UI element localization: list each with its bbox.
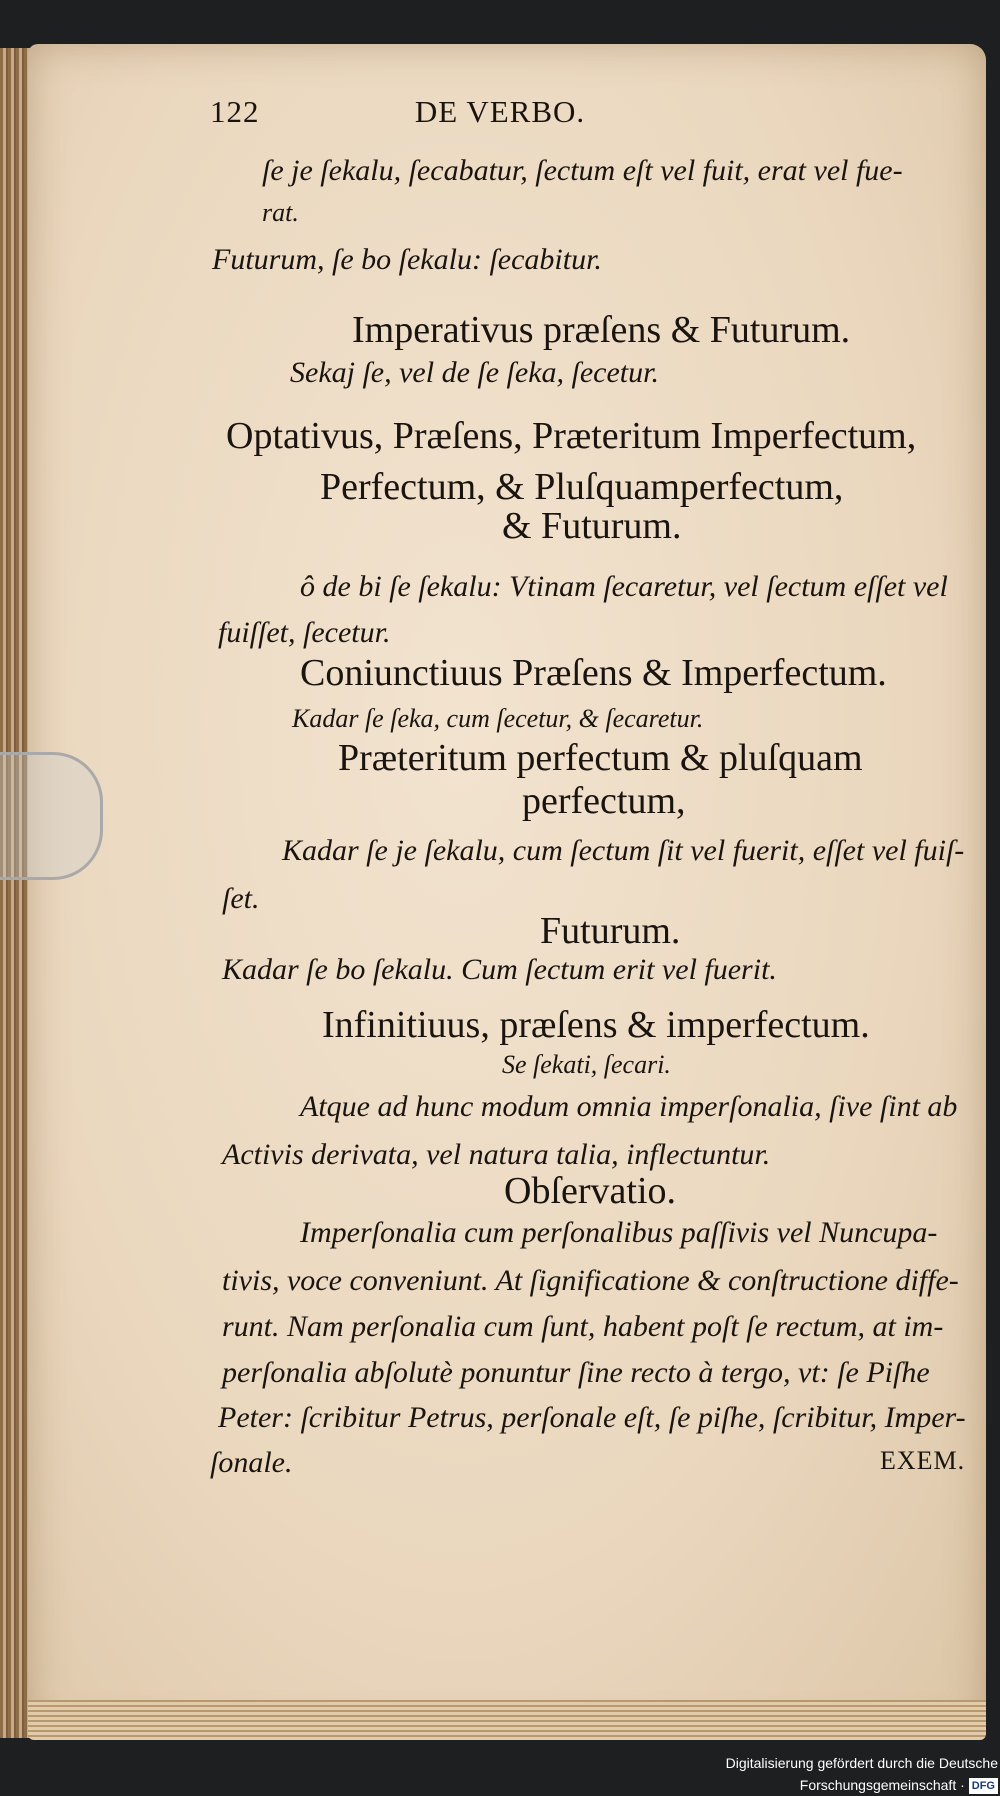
heading-futurum: Futurum. — [540, 910, 681, 952]
text-line-5: Sekaj ſe, vel de ſe ſeka, ſecetur. — [290, 356, 659, 389]
catchword: EXEM. — [880, 1446, 966, 1475]
text-line-3: Futurum, ſe bo ſekalu: ſecabitur. — [212, 243, 602, 276]
heading-praeteritum-2: perfectum, — [522, 780, 686, 822]
text-line-18: Kadar ſe bo ſekalu. Cum ſectum erit vel fuerit. — [222, 953, 777, 986]
heading-optativus-2: Perfectum, & Pluſquamperfectum, — [320, 466, 844, 508]
heading-imperativus: Imperativus præſens & Futurum. — [352, 309, 851, 351]
text-line-22: Activis derivata, vel natura talia, inflectuntur. — [222, 1138, 771, 1171]
heading-infinitiuus: Infinitiuus, præſens & imperfectum. — [322, 1004, 870, 1046]
running-head: DE VERBO. — [414, 94, 586, 129]
text-line-15: Kadar ſe je ſekalu, cum ſectum ſit vel fuerit, eſſet vel fuiſ- — [282, 834, 965, 867]
text-line-21: Atque ad hunc modum omnia imperſonalia, ſive ſint ab — [300, 1090, 958, 1123]
text-line-10: fuiſſet, ſecetur. — [218, 616, 391, 649]
digitization-credit — [600, 1752, 998, 1793]
heading-optativus-3: & Futurum. — [502, 505, 682, 547]
text-line-20: Se ſekati, ſecari. — [502, 1050, 671, 1079]
heading-praeteritum-1: Præteritum perfectum & pluſquam — [338, 737, 863, 779]
page-clip — [0, 752, 103, 880]
text-line-26: runt. Nam perſonalia cum ſunt, habent poſt ſe rectum, at im- — [222, 1310, 944, 1343]
text-line-9: ô de bi ſe ſekalu: Vtinam ſecaretur, vel ſectum eſſet vel — [300, 570, 948, 603]
credit-text: Digitalisierung gefördert durch die Deutsche Forschungsgemeinschaft · — [725, 1755, 998, 1793]
text-line-1: ſe je ſekalu, ſecabatur, ſectum eſt vel fuit, erat vel fue- — [262, 154, 903, 187]
text-line-16: ſet. — [222, 882, 260, 915]
dfg-logo: DFG — [969, 1778, 998, 1794]
text-line-12: Kadar ſe ſeka, cum ſecetur, & ſecaretur. — [292, 704, 704, 733]
book-bottom-edge — [28, 1700, 986, 1740]
text-line-25: tivis, voce conveniunt. At ſignificatione & conſtructione diffe- — [222, 1264, 959, 1297]
text-line-28: Peter: ſcribitur Petrus, perſonale eſt, ſe piſhe, ſcribitur, Imper- — [218, 1401, 966, 1434]
heading-observatio: Obſervatio. — [504, 1170, 677, 1212]
heading-optativus-1: Optativus, Præſens, Præteritum Imperfectum, — [226, 415, 917, 457]
page-number: 122 — [210, 94, 260, 129]
text-line-24: Imperſonalia cum perſonalibus paſſivis vel Nuncupa- — [300, 1216, 938, 1249]
text-line-27: perſonalia abſolutè ponuntur ſine recto à tergo, vt: ſe Piſhe — [222, 1356, 930, 1389]
text-line-29: ſonale. — [210, 1446, 293, 1479]
heading-coniunctiuus: Coniunctiuus Præſens & Imperfectum. — [300, 652, 887, 694]
text-line-2: rat. — [262, 198, 299, 227]
